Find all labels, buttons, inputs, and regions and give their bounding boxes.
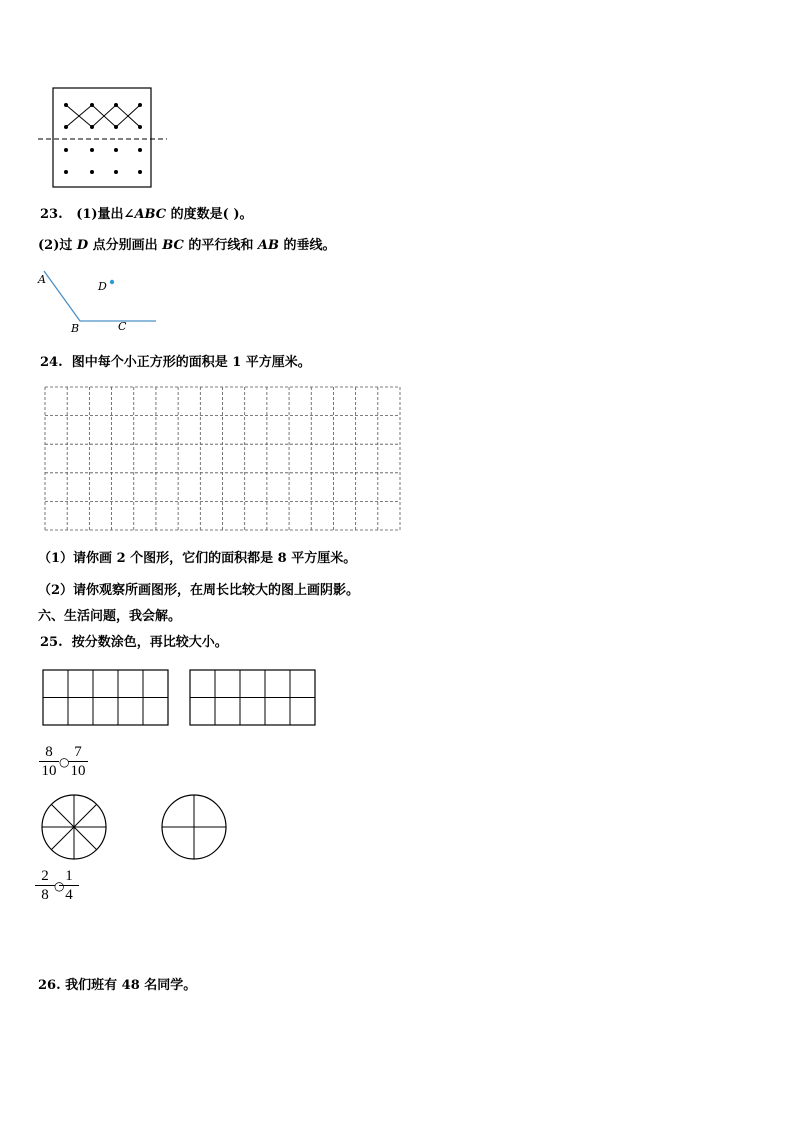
question-number: 25. — [40, 635, 63, 650]
question-24-title: 24. 图中每个小正方形的面积是 1 平方厘米。 — [40, 355, 311, 370]
question-23-part1: 23. (1)量出∠ABC 的度数是( )。 — [40, 207, 253, 222]
compare-circle-1[interactable]: ○ — [59, 755, 70, 769]
fraction-7-10: 7 10 — [67, 744, 89, 779]
question-26: 26. 我们班有 48 名同学。 — [38, 978, 197, 993]
question-25-title: 25. 按分数涂色，再比较大小。 — [40, 635, 228, 650]
section-heading: 六、生活问题，我会解。 — [38, 609, 182, 624]
label-c: C — [118, 320, 127, 333]
label-d: D — [98, 280, 107, 293]
question-number: 24. — [40, 355, 63, 370]
label-a: A — [38, 273, 46, 286]
fraction-1-4: 1 4 — [58, 868, 80, 903]
question-number: 26. — [38, 978, 61, 993]
question-23-part2: (2)过 D 点分别画出 BC 的平行线和 AB 的垂线。 — [38, 238, 336, 253]
fraction-2-8: 2 8 — [34, 868, 56, 903]
question-24-sub1: （1）请你画 2 个图形，它们的面积都是 8 平方厘米。 — [38, 551, 357, 566]
compare-circle-2[interactable]: ○ — [54, 879, 65, 893]
fraction-8-10: 8 10 — [38, 744, 60, 779]
question-number: 23. — [40, 207, 63, 222]
question-24-sub2: （2）请你观察所画图形，在周长比较大的图上画阴影。 — [38, 583, 360, 598]
label-b: B — [71, 322, 80, 335]
